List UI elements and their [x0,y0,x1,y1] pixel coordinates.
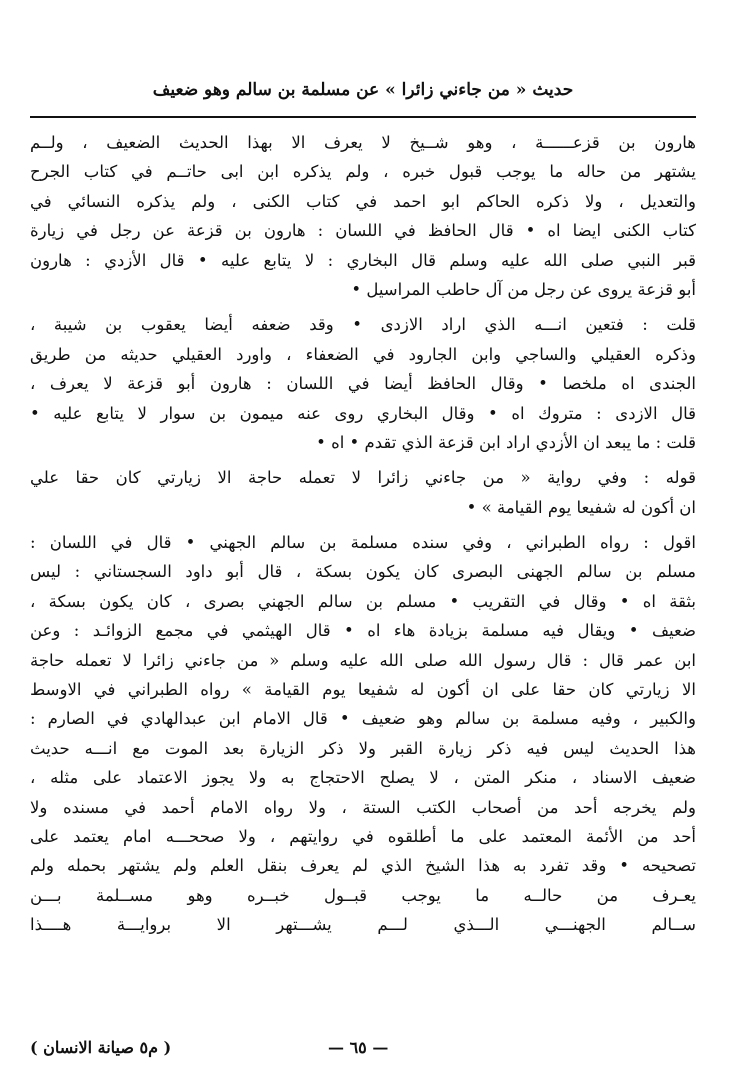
page-number: — ٦٥ — [328,1038,389,1057]
text-line: كتاب الكنى ايضا اه • قال الحافظ في اللسان : هارون بن قزعة عن رجل في زيارة [30,221,696,241]
text-line: قال الازدى : متروك اه • وقال البخاري روى عنه ميمون بن سوار لا يتابع عليه • [30,403,696,423]
text-line: يشتهر من حاله ما يوجب قبول خبره ، ولم يذكره ابن ابى حاتــم في كتاب الجرح [30,162,696,182]
text-line: هارون بن قزعــــــة ، وهو شــيخ لا يعرف الا بهذا الحديث الضعيف ، ولــم [30,133,696,152]
text-line: ولم يخرجه أحد من أصحاب الكتب الستة ، ولا رواه الامام أحمد في مسنده ولا [30,797,696,817]
text-line: الا زيارتي كان حقا على ان أكون له شفيعا يوم القيامة » رواه الطبراني في الاوسط [30,680,696,700]
header-rule [30,116,696,118]
paragraph-3 [30,463,696,522]
text-line: ضعيف الاسناد ، منكر المتن ، لا يصلح الاحتجاج به ولا يجوز الاعتماد على مثله ، [30,768,696,788]
text-line: هذا الحديث ليس فيه ذكر زيارة القبر ولا ذكر الزيارة بعد الموت مع انـــه حديث [30,738,696,758]
text-line: ســالم الجهنـــي الـــذي لـــم يشـــتهر الا بروايـــة هــــذا [30,915,696,935]
text-line: اقول : رواه الطبراني ، وفي سنده مسلمة بن سالم الجهني • قال في اللسان : [30,533,696,553]
text-line: قلت : ما يبعد ان الأزدي اراد ابن قزعة الذي تقدم • اه • [316,432,696,452]
text-line: قوله : وفي رواية « من جاءني زائرا لا تعمله حاجة الا زيارتي كان حقا علي [30,468,696,488]
body-text [30,128,696,946]
paragraph-4 [30,528,696,939]
text-line: ضعيف • ويقال فيه مسلمة بزيادة هاء اه • قال الهيثمي في مجمع الزوائـد : وعن [30,621,696,641]
text-line: وذكره العقيلي والساجي وابن الجارود في الضعفاء ، واورد العقيلي حديثه من طريق [30,344,696,364]
running-header: حديث « من جاءني زائرا » عن مسلمة بن سالم وهو ضعيف [152,80,574,100]
text-line: قبر النبي صلى الله عليه وسلم قال البخاري : لا يتابع عليه • قال الأزدي : هارون [30,250,696,270]
page-footer [30,1038,696,1062]
text-line: مسلم بن سالم الجهنى البصرى كان يكون بسكة ، قال أبو داود السجستاني : ليس [30,562,696,582]
text-line: يعـرف من حالــه ما يوجب قبــول خبــره وهو مســلمة بـــن [30,885,696,905]
paragraph-1 [30,128,696,304]
text-line: والتعديل ، ولا ذكره الحاكم ابو احمد في كتاب الكنى ، ولم يذكره النسائي في [30,191,696,211]
text-line: أبو قزعة يروى عن رجل من آل حاطب المراسيل • [351,279,696,299]
text-line: ان أكون له شفيعا يوم القيامة » • [466,497,696,517]
signature-mark: ( م٥ صيانة الانسان ) [30,1038,172,1057]
text-line: تصحيحه • وقد تفرد به هذا الشيخ الذي لم يعرف بنقل العلم ولم يشتهر بحمله ولم [30,856,696,876]
text-line: الجندى اه ملخصا • وقال الحافظ أيضا في اللسان : هارون أبو قزعة لا يعرف ، [30,374,696,394]
text-line: بثقة اه • وقال في التقريب • مسلم بن سالم الجهني بصرى ، كان يكون بسكة ، [30,591,696,611]
text-line: والكبير ، وفيه مسلمة بن سالم وهو ضعيف • قال الامام ابن عبدالهادي في الصارم : [30,709,696,729]
text-line: ابن عمر قال : قال رسول الله صلى الله عليه وسلم « من جاءني زائرا لا تعمله حاجة [30,650,696,670]
text-line: أحد من الأئمة المعتمد على ما أطلقوه في روايتهم ، ولا صححـــه امام يعتمد على [30,826,696,846]
paragraph-2 [30,310,696,457]
text-line: قلت : فتعين انـــه الذي اراد الازدى • وقد ضعفه أيضا يعقوب بن شيبة ، [30,315,696,335]
